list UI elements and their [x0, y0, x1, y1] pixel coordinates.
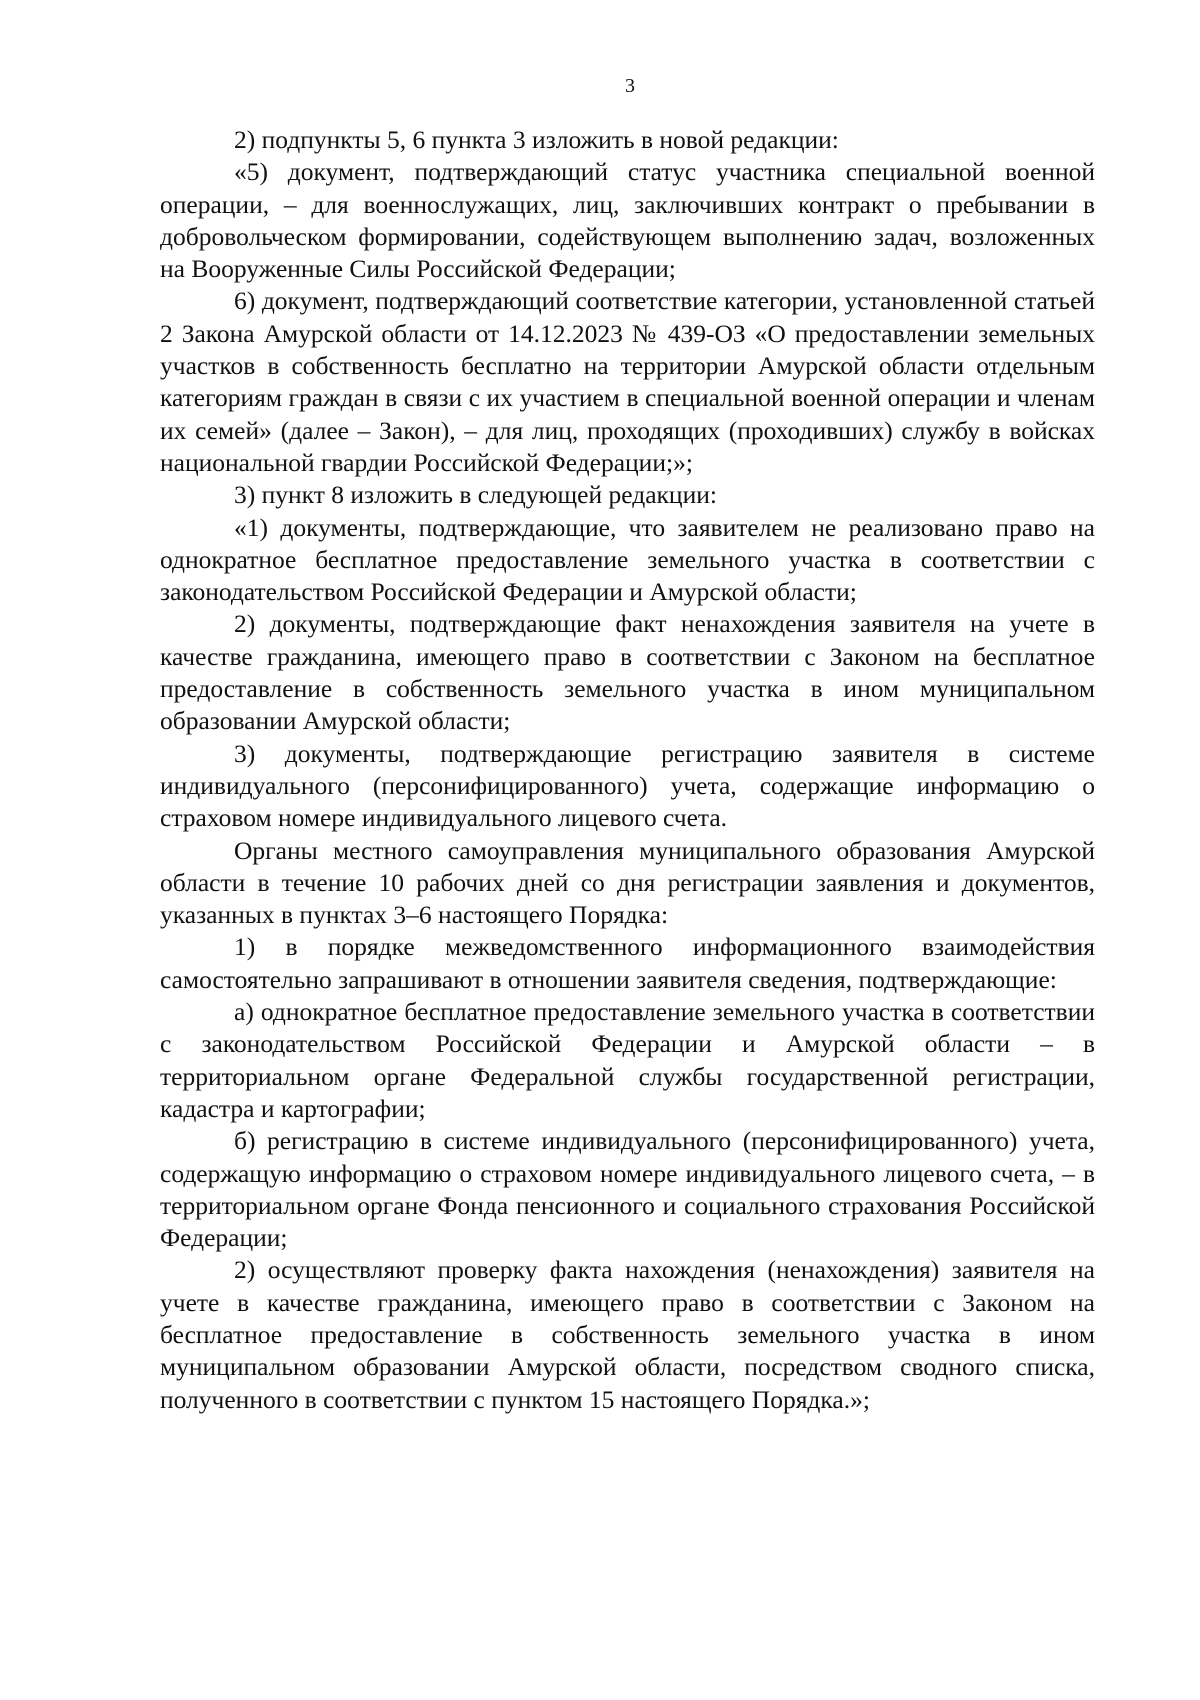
paragraph-subitem-5: «5) документ, подтверждающий статус участника специальной военной операции, – для военнослужащих, лиц, заключивших контракт о пребывании в добровольческом формировании, содействующем выполнению задач, возложенных на Вооруженные Силы Российской Федерации;	[160, 157, 1095, 284]
paragraph-item-3-heading: 3) пункт 8 изложить в следующей редакции:	[234, 480, 717, 510]
paragraph-request-a: а) однократное бесплатное предоставление земельного участка в соответствии с законодательством Российской Федерации и Амурской области – в территориальном органе Федеральной службы государственной регистрации, кадастра и картографии;	[160, 997, 1095, 1123]
paragraph-subitem-6: 6) документ, подтверждающий соответствие категории, установленной статьей 2 Закона Амурской области от 14.12.2023 № 439-ОЗ «О предоставлении земельных участков в собственность бесплатно на территории Амурской области отдельным категориям граждан в связи с их участием в специальной военной операции и членам их семей» (далее – Закон), – для лиц, проходящих (проходивших) службу в войсках национальной гвардии Российской Федерации;»;	[160, 286, 1095, 477]
paragraph-request-b: б) регистрацию в системе индивидуального (персонифицированного) учета, содержащую информацию о страховом номере индивидуального лицевого счета, – в территориальном органе Фонда пенсионного и социального страхования Российской Федерации;	[160, 1126, 1095, 1253]
paragraph-documents-3: 3) документы, подтверждающие регистрацию заявителя в системе индивидуального (персонифицированного) учета, содержащие информацию о страховом номере индивидуального лицевого счета.	[160, 738, 1095, 833]
paragraph-request-2: 2) осуществляют проверку факта нахождения (ненахождения) заявителя на учете в качестве гражданина, имеющего право в соответствии с Законом на бесплатное предоставление в собственность земельного участка в ином муниципальном образовании Амурской области, посредством сводного списка, полученного в соответствии с пунктом 15 настоящего Порядка.»;	[160, 1255, 1095, 1414]
paragraph-request-1: 1) в порядке межведомственного информационного взаимодействия самостоятельно запрашивают в отношении заявителя сведения, подтверждающие:	[160, 932, 1095, 994]
paragraph-documents-2: 2) документы, подтверждающие факт ненахождения заявителя на учете в качестве гражданина, имеющего право в соответствии с Законом на бесплатное предоставление в собственность земельного участка в ином муниципальном образовании Амурской области;	[160, 609, 1095, 736]
paragraph-local-authorities: Органы местного самоуправления муниципального образования Амурской области в течение 10 рабочих дней со дня регистрации заявления и документов, указанных в пунктах 3–6 настоящего Порядка:	[160, 835, 1095, 930]
document-body	[160, 124, 1095, 1416]
paragraph-documents-1: «1) документы, подтверждающие, что заявителем не реализовано право на однократное бесплатное предоставление земельного участка в соответствии с законодательством Российской Федерации и Амурской области;	[160, 512, 1095, 607]
paragraph-item-2-heading: 2) подпункты 5, 6 пункта 3 изложить в новой редакции:	[234, 125, 839, 154]
page-number: 3	[625, 75, 635, 97]
